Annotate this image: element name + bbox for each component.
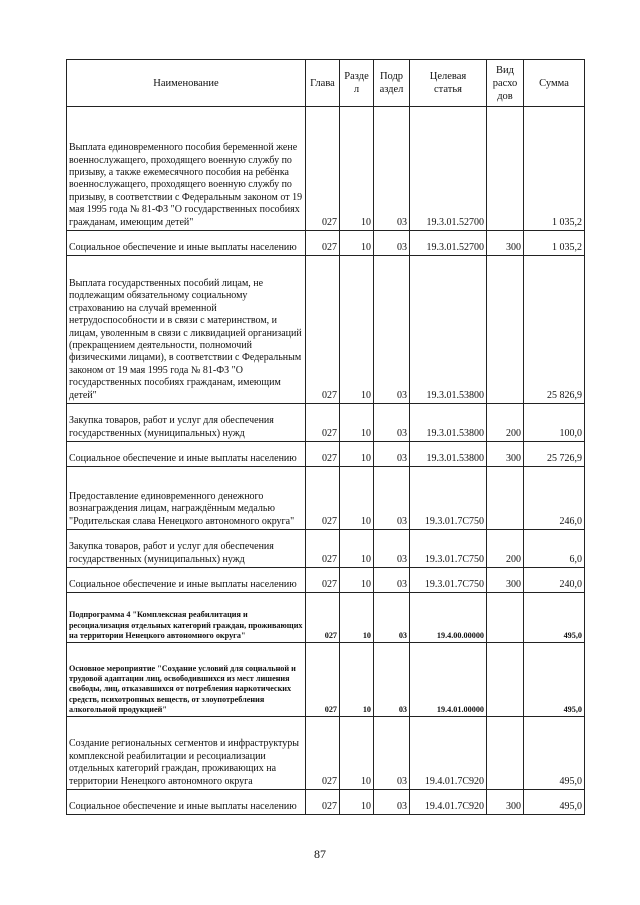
row-subsection-cell: 03	[374, 717, 410, 790]
row-target-cell: 19.3.01.7С750	[410, 568, 487, 593]
header-target: Целевая статья	[410, 60, 487, 107]
row-section-cell: 10	[340, 256, 374, 404]
table-row	[67, 643, 585, 717]
row-target-cell: 19.3.01.53800	[410, 404, 487, 442]
row-expense-type-cell: 200	[487, 404, 524, 442]
row-subsection-cell: 03	[374, 404, 410, 442]
row-chapter-cell: 027	[306, 593, 340, 643]
page-number: 87	[314, 847, 326, 861]
row-sum-cell: 246,0	[524, 467, 585, 530]
row-section-cell: 10	[340, 404, 374, 442]
row-name-cell: Выплата государственных пособий лицам, не подлежащим обязательному социальному страхованию на случай временной нетрудоспособности и в связи с материнством, и лицам, уволенным в связи с ликвидацией организаций (прекращением деятельности, полномочий физическими лицами), в соответствии с Федеральным законом от 19 мая 1995 года № 81-ФЗ "О государственных пособиях гражданам, имеющим детей"	[67, 256, 306, 404]
header-row	[67, 60, 585, 107]
table-row	[67, 717, 585, 790]
row-expense-type-cell	[487, 643, 524, 717]
row-expense-type-cell: 300	[487, 568, 524, 593]
row-chapter-cell: 027	[306, 790, 340, 815]
table-row	[67, 530, 585, 568]
row-chapter-cell: 027	[306, 530, 340, 568]
row-sum-cell: 495,0	[524, 717, 585, 790]
row-target-cell: 19.4.00.00000	[410, 593, 487, 643]
row-target-cell: 19.3.01.52700	[410, 107, 487, 231]
row-name-cell: Основное мероприятие "Создание условий для социальной и трудовой адаптации лиц, освободившихся из мест лишения свободы, лиц, отказавшихся от потребления наркотических средств, психотропных веществ, от злоупотребления алкогольной продукцией"	[67, 643, 306, 717]
row-chapter-cell: 027	[306, 717, 340, 790]
row-sum-cell: 1 035,2	[524, 107, 585, 231]
row-name-cell: Социальное обеспечение и иные выплаты населению	[67, 790, 306, 815]
table-row	[67, 256, 585, 404]
header-name: Наименование	[67, 60, 306, 107]
row-target-cell: 19.3.01.7С750	[410, 530, 487, 568]
row-section-cell: 10	[340, 568, 374, 593]
row-name-cell: Предоставление единовременного денежного вознаграждения лицам, награждённым медалью "Родительская слава Ненецкого автономного округа"	[67, 467, 306, 530]
row-subsection-cell: 03	[374, 107, 410, 231]
row-sum-cell: 6,0	[524, 530, 585, 568]
row-section-cell: 10	[340, 593, 374, 643]
table-row	[67, 404, 585, 442]
row-subsection-cell: 03	[374, 442, 410, 467]
table-row	[67, 231, 585, 256]
row-section-cell: 10	[340, 107, 374, 231]
table-row	[67, 593, 585, 643]
row-section-cell: 10	[340, 231, 374, 256]
row-name-cell: Создание региональных сегментов и инфраструктуры комплексной реабилитации и ресоциализации отдельных категорий граждан, проживающих на территории Ненецкого автономного округа	[67, 717, 306, 790]
table-row	[67, 107, 585, 231]
row-name-cell: Социальное обеспечение и иные выплаты населению	[67, 442, 306, 467]
row-expense-type-cell	[487, 717, 524, 790]
row-target-cell: 19.4.01.7С920	[410, 790, 487, 815]
row-expense-type-cell: 300	[487, 231, 524, 256]
row-chapter-cell: 027	[306, 256, 340, 404]
row-section-cell: 10	[340, 717, 374, 790]
row-chapter-cell: 027	[306, 467, 340, 530]
header-chapter: Глава	[306, 60, 340, 107]
row-subsection-cell: 03	[374, 256, 410, 404]
row-subsection-cell: 03	[374, 790, 410, 815]
row-expense-type-cell: 200	[487, 530, 524, 568]
row-sum-cell: 25 726,9	[524, 442, 585, 467]
row-name-cell: Социальное обеспечение и иные выплаты населению	[67, 568, 306, 593]
row-name-cell: Закупка товаров, работ и услуг для обеспечения государственных (муниципальных) нужд	[67, 404, 306, 442]
table-body	[67, 107, 585, 815]
row-sum-cell: 1 035,2	[524, 231, 585, 256]
row-expense-type-cell: 300	[487, 790, 524, 815]
row-expense-type-cell: 300	[487, 442, 524, 467]
table-row	[67, 467, 585, 530]
row-target-cell: 19.3.01.53800	[410, 442, 487, 467]
row-chapter-cell: 027	[306, 568, 340, 593]
row-section-cell: 10	[340, 467, 374, 530]
header-section: Разде л	[340, 60, 374, 107]
row-section-cell: 10	[340, 643, 374, 717]
row-chapter-cell: 027	[306, 442, 340, 467]
row-name-cell: Закупка товаров, работ и услуг для обеспечения государственных (муниципальных) нужд	[67, 530, 306, 568]
header-sum: Сумма	[524, 60, 585, 107]
row-subsection-cell: 03	[374, 530, 410, 568]
row-sum-cell: 495,0	[524, 593, 585, 643]
row-name-cell: Подпрограмма 4 "Комплексная реабилитация и ресоциализация отдельных категорий граждан, проживающих на территории Ненецкого автономного округа"	[67, 593, 306, 643]
row-target-cell: 19.3.01.7С750	[410, 467, 487, 530]
row-expense-type-cell	[487, 467, 524, 530]
row-target-cell: 19.3.01.52700	[410, 231, 487, 256]
row-subsection-cell: 03	[374, 568, 410, 593]
row-section-cell: 10	[340, 442, 374, 467]
row-target-cell: 19.3.01.53800	[410, 256, 487, 404]
table-row	[67, 568, 585, 593]
row-subsection-cell: 03	[374, 467, 410, 530]
row-expense-type-cell	[487, 256, 524, 404]
row-target-cell: 19.4.01.7С920	[410, 717, 487, 790]
row-subsection-cell: 03	[374, 231, 410, 256]
header-expense-type: Вид расхо дов	[487, 60, 524, 107]
row-subsection-cell: 03	[374, 643, 410, 717]
header-subsection: Подр аздел	[374, 60, 410, 107]
row-target-cell: 19.4.01.00000	[410, 643, 487, 717]
row-chapter-cell: 027	[306, 643, 340, 717]
table-row	[67, 790, 585, 815]
row-expense-type-cell	[487, 107, 524, 231]
row-sum-cell: 100,0	[524, 404, 585, 442]
row-sum-cell: 25 826,9	[524, 256, 585, 404]
row-subsection-cell: 03	[374, 593, 410, 643]
row-sum-cell: 495,0	[524, 790, 585, 815]
row-name-cell: Выплата единовременного пособия беременной жене военнослужащего, проходящего военную службу по призыву, а также ежемесячного пособия на ребёнка военнослужащего, проходящего военную службу по призыву, в соответствии с Федеральным законом от 19 мая 1995 года № 81-ФЗ "О государственных пособиях гражданам, имеющим детей"	[67, 107, 306, 231]
budget-table	[66, 59, 585, 815]
row-sum-cell: 240,0	[524, 568, 585, 593]
row-chapter-cell: 027	[306, 107, 340, 231]
row-name-cell: Социальное обеспечение и иные выплаты населению	[67, 231, 306, 256]
row-sum-cell: 495,0	[524, 643, 585, 717]
table-row	[67, 442, 585, 467]
row-chapter-cell: 027	[306, 231, 340, 256]
row-section-cell: 10	[340, 530, 374, 568]
row-section-cell: 10	[340, 790, 374, 815]
row-chapter-cell: 027	[306, 404, 340, 442]
row-expense-type-cell	[487, 593, 524, 643]
